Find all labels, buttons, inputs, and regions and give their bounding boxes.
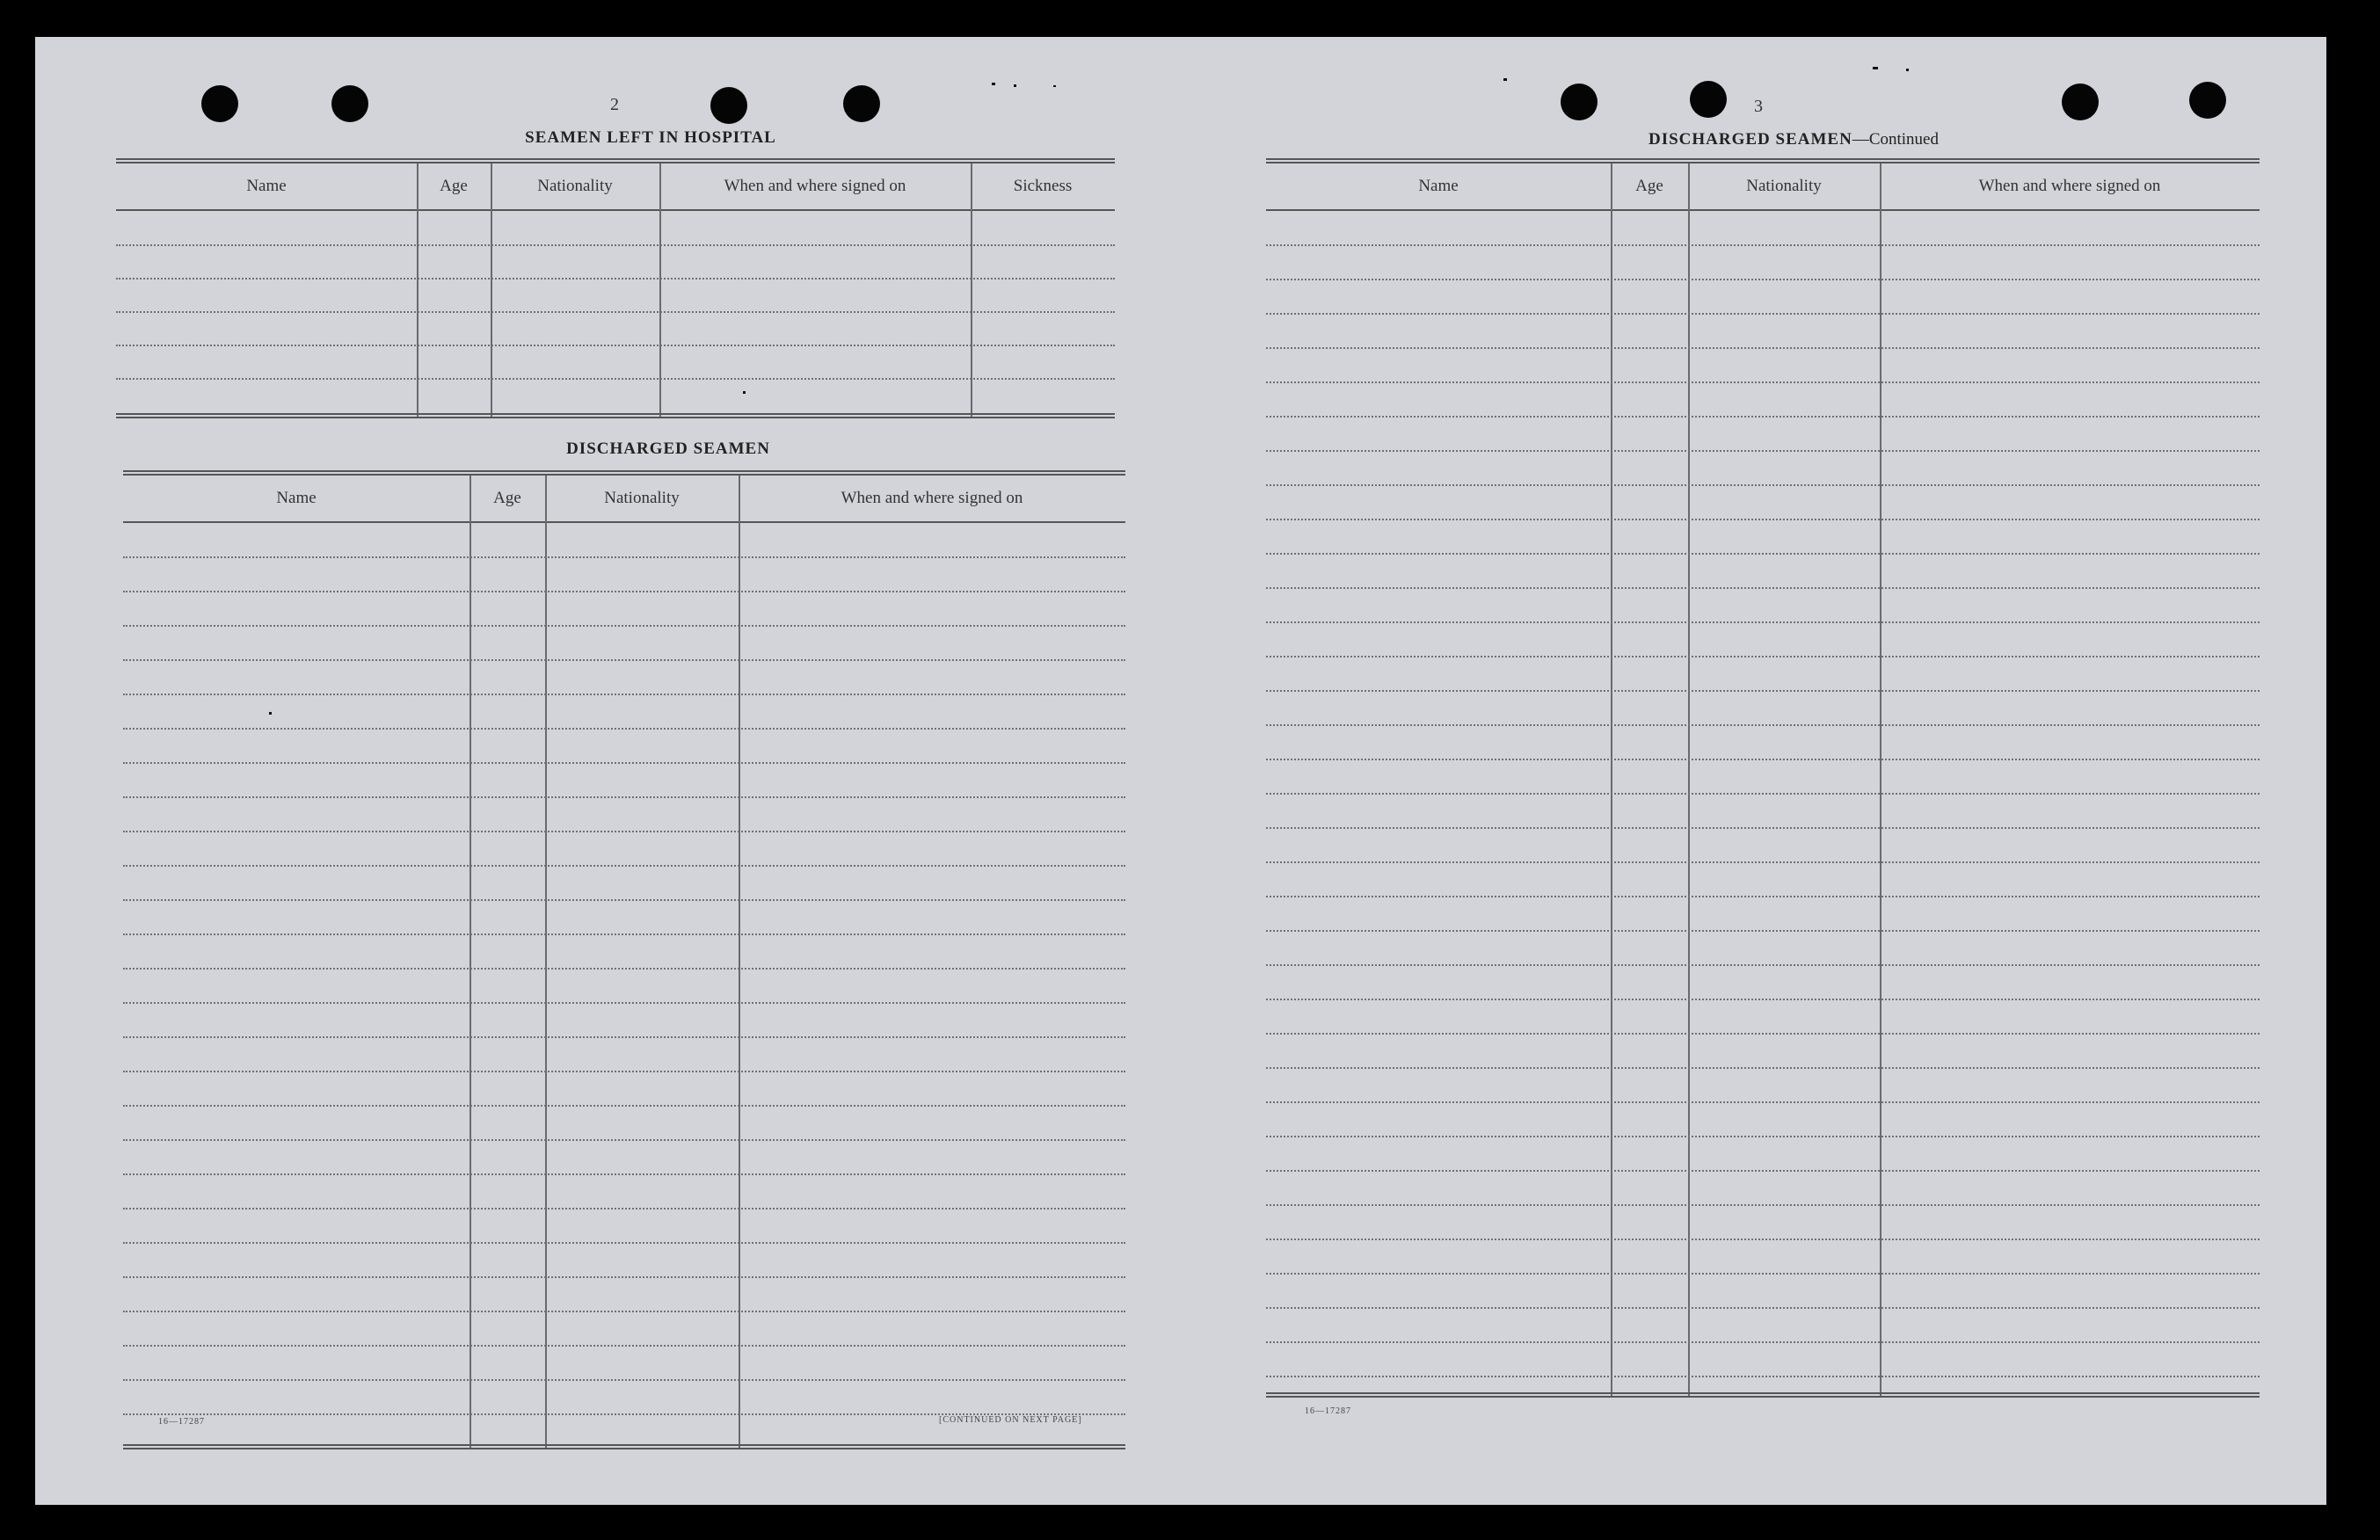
ink-speck <box>1053 85 1056 87</box>
entry-row <box>1266 313 2260 315</box>
entry-row <box>1266 656 2260 657</box>
entry-row <box>1266 1170 2260 1172</box>
form-number: 16—17287 <box>1305 1406 1351 1416</box>
entry-row <box>1266 1273 2260 1275</box>
continued-suffix: —Continued <box>1852 130 1939 149</box>
entry-row <box>123 1173 1125 1175</box>
entry-row <box>123 968 1125 970</box>
entry-row <box>1266 279 2260 280</box>
entry-row <box>1266 484 2260 486</box>
entry-row <box>123 899 1125 901</box>
page-number: 3 <box>1754 97 1763 116</box>
table-top-rule <box>116 158 1115 163</box>
entry-row <box>1266 621 2260 623</box>
column-header-signed-on: When and where signed on <box>724 177 906 195</box>
entry-row <box>123 1105 1125 1107</box>
table-header <box>123 477 1125 519</box>
entry-row <box>123 659 1125 661</box>
entry-row <box>123 1379 1125 1381</box>
column-divider <box>469 476 471 1448</box>
table-top-rule <box>1266 158 2260 163</box>
table-bottom-rule <box>116 413 1115 418</box>
punch-hole <box>331 85 368 122</box>
discharged-continued-title <box>1530 130 2057 149</box>
punch-hole <box>201 85 238 122</box>
entry-row <box>116 278 1115 280</box>
entry-row <box>1266 519 2260 520</box>
form-number: 16—17287 <box>158 1417 205 1427</box>
entry-row <box>1266 1101 2260 1103</box>
table-header <box>116 165 1115 207</box>
entry-row <box>123 1345 1125 1347</box>
ink-speck <box>1014 84 1016 87</box>
punch-hole <box>1690 81 1727 118</box>
entry-row <box>1266 1067 2260 1069</box>
entry-row <box>1266 896 2260 897</box>
discharged-title-text: DISCHARGED SEAMEN <box>1648 130 1852 149</box>
entry-row <box>116 345 1115 346</box>
entry-row <box>1266 1307 2260 1309</box>
table-bottom-rule <box>1266 1392 2260 1398</box>
discharged-continued-table <box>1266 158 2260 1401</box>
ink-speck <box>1873 67 1878 69</box>
column-header-age: Age <box>493 489 521 507</box>
entry-row <box>1266 964 2260 966</box>
ink-speck <box>992 83 995 85</box>
entry-row <box>1266 553 2260 555</box>
column-header-age: Age <box>1635 177 1663 195</box>
column-header-nationality: Nationality <box>537 177 613 195</box>
entry-row <box>1266 1033 2260 1035</box>
entry-row <box>1266 587 2260 589</box>
punch-hole <box>710 87 747 124</box>
entry-row <box>1266 827 2260 829</box>
punch-hole <box>2189 82 2226 119</box>
entry-row <box>123 1071 1125 1072</box>
entry-row <box>1266 1376 2260 1377</box>
punch-hole <box>1561 84 1598 120</box>
entry-row <box>116 244 1115 246</box>
header-rule <box>1266 209 2260 211</box>
column-header-age: Age <box>440 177 468 195</box>
column-divider <box>545 476 547 1448</box>
entry-row <box>1266 759 2260 760</box>
column-header-name: Name <box>276 489 317 507</box>
entry-row <box>1266 347 2260 349</box>
entry-row <box>1266 1136 2260 1137</box>
column-header-nationality: Nationality <box>1746 177 1822 195</box>
entry-row <box>123 1242 1125 1244</box>
entry-row <box>1266 381 2260 383</box>
entry-row <box>1266 930 2260 932</box>
entry-row <box>1266 1204 2260 1206</box>
entry-row <box>123 591 1125 592</box>
continued-note: [CONTINUED ON NEXT PAGE] <box>939 1415 1082 1425</box>
entry-row <box>1266 244 2260 246</box>
entry-row <box>1266 1239 2260 1240</box>
entry-row <box>1266 450 2260 452</box>
hospital-section-title: SEAMEN LEFT IN HOSPITAL <box>525 128 776 147</box>
entry-row <box>123 1276 1125 1278</box>
entry-row <box>1266 690 2260 692</box>
entry-row <box>123 694 1125 695</box>
entry-row <box>116 311 1115 313</box>
entry-row <box>1266 724 2260 726</box>
table-bottom-rule <box>123 1444 1125 1449</box>
entry-row <box>123 1002 1125 1004</box>
entry-row <box>1266 999 2260 1000</box>
table-header <box>1266 165 2260 207</box>
header-rule <box>116 209 1115 211</box>
discharged-table <box>123 470 1125 1451</box>
entry-row <box>123 1139 1125 1141</box>
discharged-section-title: DISCHARGED SEAMEN <box>566 439 770 458</box>
column-header-signed-on: When and where signed on <box>1978 177 2161 195</box>
entry-row <box>1266 861 2260 863</box>
entry-row <box>123 1208 1125 1209</box>
punch-hole <box>843 85 880 122</box>
entry-row <box>123 865 1125 867</box>
column-divider <box>739 476 740 1448</box>
entry-row <box>123 556 1125 558</box>
header-rule <box>123 521 1125 523</box>
entry-row <box>123 728 1125 730</box>
punch-hole <box>2062 84 2099 120</box>
entry-row <box>123 625 1125 627</box>
column-header-signed-on: When and where signed on <box>841 489 1023 507</box>
entry-row <box>1266 1341 2260 1343</box>
table-top-rule <box>123 470 1125 476</box>
page-number: 2 <box>610 95 619 114</box>
column-header-name: Name <box>1418 177 1459 195</box>
column-header-nationality: Nationality <box>604 489 680 507</box>
ink-speck <box>1906 69 1909 71</box>
entry-row <box>1266 793 2260 795</box>
entry-row <box>116 378 1115 380</box>
entry-row <box>123 762 1125 764</box>
hospital-table <box>116 158 1115 422</box>
entry-row <box>123 933 1125 935</box>
entry-row <box>123 1311 1125 1312</box>
entry-row <box>123 796 1125 798</box>
column-header-name: Name <box>246 177 287 195</box>
form-sheet <box>35 37 2326 1505</box>
entry-row <box>123 1036 1125 1038</box>
entry-row <box>1266 416 2260 418</box>
entry-row <box>123 831 1125 832</box>
ink-speck <box>1503 78 1507 81</box>
column-header-sickness: Sickness <box>1013 177 1073 195</box>
